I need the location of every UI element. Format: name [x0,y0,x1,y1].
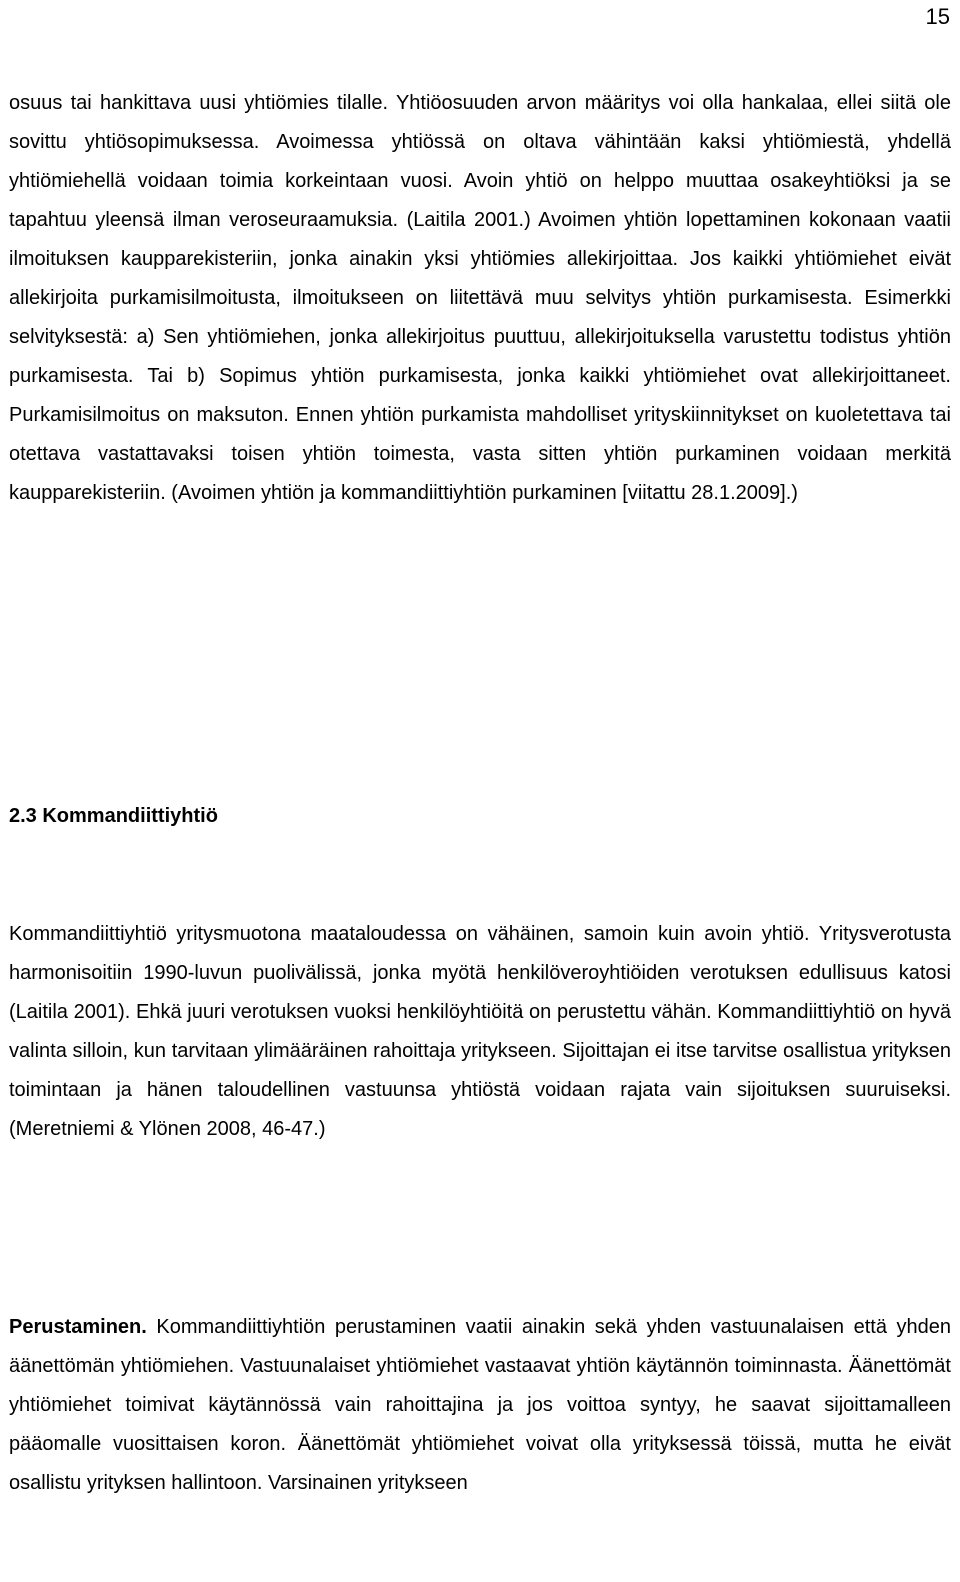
paragraph-perustaminen-text: Kommandiittiyhtiön perustaminen vaatii ainakin sekä yhden vastuunalaisen että yhden äänettömän yhtiömiehen. Vastuunalaiset yhtiömiehet vastaavat yhtiön käytännön toiminnasta. Äänettömät yhtiömiehet toimivat käytännössä vain rahoittajina ja jos voittoa syntyy, he saavat sijoittamalleen pääomalle vuosittaisen koron. Äänettömät yhtiömiehet voivat olla yrityksessä töissä, mutta he eivät osallistu yrityksen hallintoon. Varsinainen yritykseen [9,1316,951,1494]
paragraph-perustaminen [9,1308,951,1503]
paragraph-kommandiittiyhtio: Kommandiittiyhtiö yritysmuotona maataloudessa on vähäinen, samoin kuin avoin yhtiö. Yritysverotusta harmonisoitiin 1990-luvun puolivälissä, jonka myötä henkilöveroyhtiöiden verotuksen edullisuus katosi (Laitila 2001). Ehkä juuri verotuksen vuoksi henkilöyhtiöitä on perustettu vähän. Kommandiittiyhtiö on hyvä valinta silloin, kun tarvitaan ylimääräinen rahoittaja yritykseen. Sijoittajan ei itse tarvitse osallistua yrityksen toimintaan ja hänen taloudellinen vastuunsa yhtiöstä voidaan rajata vain sijoituksen suuruiseksi. (Meretniemi & Ylönen 2008, 46-47.) [9,923,951,1140]
page-number: 15 [925,4,950,29]
paragraph-lead-term: Perustaminen. [9,1316,147,1338]
section-heading: 2.3 Kommandiittiyhtiö [9,805,218,827]
paragraph-avoin-yhtio: osuus tai hankittava uusi yhtiömies tilalle. Yhtiöosuuden arvon määritys voi olla hankalaa, ellei siitä ole sovittu yhtiösopimuksessa. Avoimessa yhtiössä on oltava vähintään kaksi yhtiömiestä, yhdellä yhtiömiehellä voidaan toimia korkeintaan vuosi. Avoin yhtiö on helppo muuttaa osakeyhtiöksi ja se tapahtuu yleensä ilman veroseuraamuksia. (Laitila 2001.) Avoimen yhtiön lopettaminen kokonaan vaatii ilmoituksen kaupparekisteriin, jonka ainakin yksi yhtiömies allekirjoittaa. Jos kaikki yhtiömiehet eivät allekirjoita purkamisilmoitusta, ilmoitukseen on liitettävä muu selvitys yhtiön purkamisesta. Esimerkki selvityksestä: a) Sen yhtiömiehen, jonka allekirjoitus puuttuu, allekirjoituksella varustettu todistus yhtiön purkamisesta. Tai b) Sopimus yhtiön purkamisesta, jonka kaikki yhtiömiehet ovat allekirjoittaneet. Purkamisilmoitus on maksuton. Ennen yhtiön purkamista mahdolliset yrityskiinnitykset on kuoletettava tai otettava vastattavaksi toisen yhtiön toimesta, vasta sitten yhtiön purkaminen voidaan merkitä kaupparekisteriin. (Avoimen yhtiön ja kommandiittiyhtiön purkaminen [viitattu 28.1.2009].) [9,92,951,504]
